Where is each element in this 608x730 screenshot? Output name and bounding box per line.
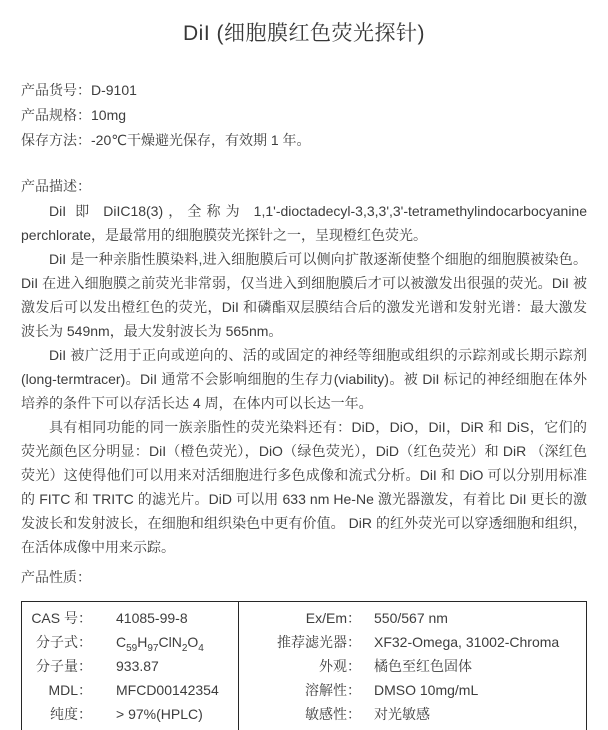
description-paragraph-3: DiI 被广泛用于正向或逆向的、活的或固定的神经等细胞或组织的示踪剂或长期示踪剂(long-termtracer)。DiI 通常不会影响细胞的生存力(viability)。被 DiI 标记的神经细胞在体外培养的条件下可以存活长达 4 周，在体内可以长达一年。	[21, 347, 587, 411]
table-row-exem	[239, 606, 586, 630]
catalog-number-value: D-9101	[91, 82, 137, 98]
sensitivity-value: 对光敏感	[374, 706, 430, 722]
exem-value: 550/567 nm	[374, 610, 448, 626]
table-row-cas	[22, 606, 238, 630]
product-info-row-storage	[21, 128, 587, 153]
product-info-row-catalog	[21, 78, 587, 103]
spec-value: 10mg	[91, 107, 127, 123]
storage-value: -20℃干燥避光保存，有效期 1 年。	[91, 132, 311, 148]
table-row-sensitivity	[239, 702, 586, 726]
product-info	[21, 78, 587, 153]
mdl-label: MDL：	[48, 682, 92, 698]
table-row-mdl	[22, 678, 238, 702]
mdl-value: MFCD00142354	[116, 682, 219, 698]
molweight-value: 933.87	[116, 658, 159, 674]
purity-label: 纯度：	[50, 706, 92, 722]
table-row-filter	[239, 630, 586, 654]
filter-value: XF32-Omega, 31002-Chroma	[374, 634, 560, 650]
filter-label: 推荐滤光器：	[277, 634, 361, 650]
exem-label: Ex/Em：	[305, 610, 361, 626]
table-row-molweight	[22, 654, 238, 678]
properties-table-right-pane	[238, 602, 586, 730]
table-row-purity	[22, 702, 238, 726]
description-heading: 产品描述：	[21, 178, 91, 194]
cas-label: CAS 号：	[31, 610, 92, 626]
formula-value: $C_{59}H_{97}ClN_2O_4$	[116, 634, 204, 654]
storage-label: 保存方法：	[21, 132, 91, 148]
table-row-formula	[22, 630, 238, 654]
molweight-label: 分子量：	[36, 658, 92, 674]
solubility-label: 溶解性：	[305, 682, 361, 698]
product-description-section	[21, 174, 587, 559]
appearance-value: 橘色至红色固体	[374, 658, 472, 674]
description-paragraph-4: 具有相同功能的同一族亲脂性的荧光染料还有：DiD，DiO，DiI，DiR 和 DiS，它们的荧光颜色区分明显：DiI（橙色荧光），DiO（绿色荧光），DiD（红色荧光）和 DiR （深红色荧光）这使得他们可以用来对活细胞进行多色成像和流式分析。DiI 和 DiO 可以分别用标准的 FITC 和 TRITC 的滤光片。DiD 可以用 633 nm He-Ne 激光器激发，有着比 DiI 更长的激发波长和发射波长，在细胞和组织染色中更有价值。 DiR 的红外荧光可以穿透细胞和组织，在活体成像中用来示踪。	[21, 419, 587, 555]
catalog-number-label: 产品货号：	[21, 82, 91, 98]
description-paragraph-2: DiI 是一种亲脂性膜染料,进入细胞膜后可以侧向扩散逐渐使整个细胞的细胞膜被染色。DiI 在进入细胞膜之前荧光非常弱，仅当进入到细胞膜后才可以被激发出很强的荧光。DiI 被激发后可以发出橙红色的荧光，DiI 和磷酯双层膜结合后的激发光谱和发射光谱：最大激发波长为 549nm，最大发射波长为 565nm。	[21, 251, 587, 339]
appearance-label: 外观：	[319, 658, 361, 674]
properties-table-left-pane	[22, 602, 238, 730]
spec-label: 产品规格：	[21, 107, 91, 123]
formula-label: 分子式：	[36, 634, 92, 650]
page-title: DiI (细胞膜红色荧光探针)	[183, 22, 425, 45]
description-paragraph-1: DiI 即 DiIC18(3)，全称为 1,1'-dioctadecyl-3,3,3',3'-tetramethylindocarbocyanine perchlorate，是最常用的细胞膜荧光探针之一，呈现橙红色荧光。	[21, 203, 587, 243]
table-row-appearance	[239, 654, 586, 678]
product-properties-section	[21, 565, 587, 730]
table-row-solubility	[239, 678, 586, 702]
solubility-value: DMSO 10mg/mL	[374, 682, 479, 698]
sensitivity-label: 敏感性：	[305, 706, 361, 722]
cas-value: 41085-99-8	[116, 610, 188, 626]
product-info-row-spec	[21, 103, 587, 128]
properties-heading: 产品性质：	[21, 569, 91, 585]
purity-value: > 97%(HPLC)	[116, 706, 203, 722]
properties-table	[21, 601, 587, 730]
